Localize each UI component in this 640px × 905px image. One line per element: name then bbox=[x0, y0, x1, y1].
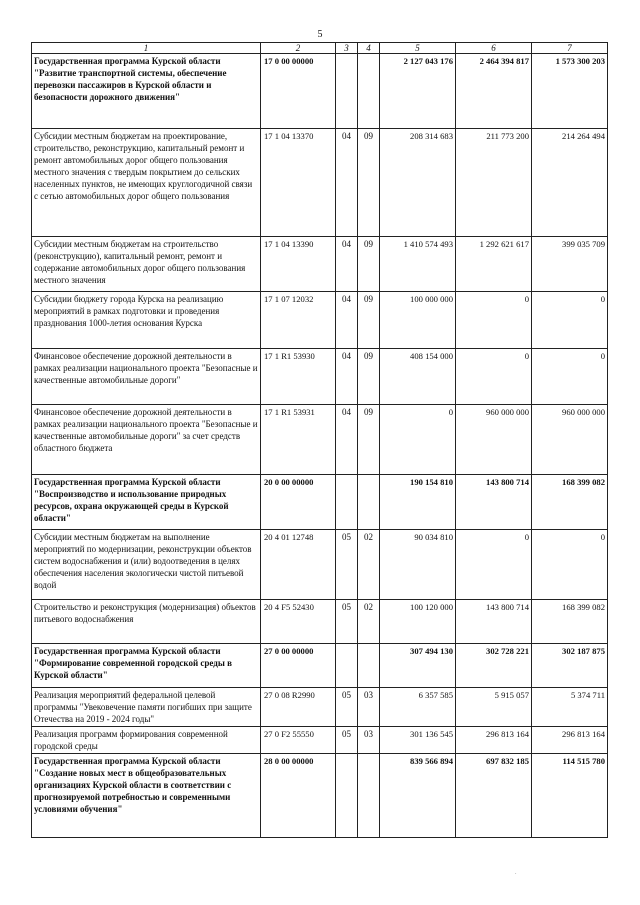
cell-c3: 04 bbox=[336, 292, 358, 349]
cell-v6: 2 464 394 817 bbox=[456, 54, 532, 129]
cell-v6: 960 000 000 bbox=[456, 405, 532, 475]
cell-name: Субсидии местным бюджетам на строительство (реконструкцию), капитальный ремонт, ремонт и содержание автомобильных дорог общего пользования местного значения bbox=[32, 237, 261, 292]
cell-v5: 100 120 000 bbox=[380, 600, 456, 644]
column-header: 3 bbox=[336, 43, 358, 54]
program-row bbox=[32, 54, 608, 129]
cell-c4 bbox=[358, 475, 380, 530]
cell-v7: 214 264 494 bbox=[532, 129, 608, 237]
cell-name: Государственная программа Курской области "Создание новых мест в общеобразовательных организациях Курской области в соответствии с прогнозируемой потребностью и современными условиями обучения" bbox=[32, 753, 261, 837]
cell-c4 bbox=[358, 54, 380, 129]
table-row bbox=[32, 292, 608, 349]
cell-v5: 190 154 810 bbox=[380, 475, 456, 530]
cell-v5: 100 000 000 bbox=[380, 292, 456, 349]
cell-name: Реализация программ формирования современной городской среды bbox=[32, 726, 261, 753]
cell-v6: 211 773 200 bbox=[456, 129, 532, 237]
program-row bbox=[32, 644, 608, 688]
cell-v6: 0 bbox=[456, 530, 532, 600]
cell-v6: 143 800 714 bbox=[456, 600, 532, 644]
cell-v7: 0 bbox=[532, 349, 608, 405]
cell-v5: 6 357 585 bbox=[380, 688, 456, 727]
cell-v5: 301 136 545 bbox=[380, 726, 456, 753]
cell-v5: 839 566 894 bbox=[380, 753, 456, 837]
column-number-row bbox=[32, 43, 608, 54]
cell-v5: 408 154 000 bbox=[380, 349, 456, 405]
cell-code: 27 0 00 00000 bbox=[261, 644, 336, 688]
table-row bbox=[32, 688, 608, 727]
scan-mark: . bbox=[515, 870, 517, 876]
cell-v6: 697 832 185 bbox=[456, 753, 532, 837]
cell-c4: 09 bbox=[358, 129, 380, 237]
cell-v7: 114 515 780 bbox=[532, 753, 608, 837]
cell-v5: 307 494 130 bbox=[380, 644, 456, 688]
cell-c4: 09 bbox=[358, 349, 380, 405]
column-header: 7 bbox=[532, 43, 608, 54]
cell-code: 27 0 F2 55550 bbox=[261, 726, 336, 753]
cell-v7: 399 035 709 bbox=[532, 237, 608, 292]
cell-v7: 960 000 000 bbox=[532, 405, 608, 475]
cell-c3: 04 bbox=[336, 237, 358, 292]
cell-name: Государственная программа Курской области "Развитие транспортной системы, обеспечение перевозки пассажиров в Курской области и безопасности дорожного движения" bbox=[32, 54, 261, 129]
cell-code: 17 1 R1 53930 bbox=[261, 349, 336, 405]
cell-c4: 03 bbox=[358, 688, 380, 727]
budget-table bbox=[31, 42, 608, 838]
cell-v5: 0 bbox=[380, 405, 456, 475]
column-header: 4 bbox=[358, 43, 380, 54]
cell-v7: 0 bbox=[532, 530, 608, 600]
cell-v5: 1 410 574 493 bbox=[380, 237, 456, 292]
table-row bbox=[32, 237, 608, 292]
cell-c4: 02 bbox=[358, 530, 380, 600]
cell-c4 bbox=[358, 753, 380, 837]
cell-v7: 5 374 711 bbox=[532, 688, 608, 727]
cell-v7: 296 813 164 bbox=[532, 726, 608, 753]
cell-v7: 168 399 082 bbox=[532, 475, 608, 530]
cell-code: 20 0 00 00000 bbox=[261, 475, 336, 530]
cell-v6: 143 800 714 bbox=[456, 475, 532, 530]
cell-c3: 04 bbox=[336, 129, 358, 237]
column-header: 1 bbox=[32, 43, 261, 54]
cell-c3 bbox=[336, 54, 358, 129]
cell-c3: 05 bbox=[336, 600, 358, 644]
cell-v7: 302 187 875 bbox=[532, 644, 608, 688]
table-row bbox=[32, 726, 608, 753]
cell-c4: 03 bbox=[358, 726, 380, 753]
table-row bbox=[32, 530, 608, 600]
cell-name: Субсидии бюджету города Курска на реализацию мероприятий в рамках подготовки и проведения празднования 1000-летия основания Курска bbox=[32, 292, 261, 349]
column-header: 5 bbox=[380, 43, 456, 54]
cell-c4 bbox=[358, 644, 380, 688]
cell-code: 17 1 04 13390 bbox=[261, 237, 336, 292]
cell-c3: 05 bbox=[336, 688, 358, 727]
cell-name: Субсидии местным бюджетам на выполнение мероприятий по модернизации, реконструкции объектов систем водоснабжения и (или) водоотведения в целях обеспечения населения экологически чистой питьевой водой bbox=[32, 530, 261, 600]
cell-code: 20 4 01 12748 bbox=[261, 530, 336, 600]
cell-name: Финансовое обеспечение дорожной деятельности в рамках реализации национального проекта "Безопасные и качественные автомобильные дороги" bbox=[32, 349, 261, 405]
cell-code: 17 0 00 00000 bbox=[261, 54, 336, 129]
cell-c3: 05 bbox=[336, 726, 358, 753]
cell-c4: 09 bbox=[358, 405, 380, 475]
program-row bbox=[32, 475, 608, 530]
column-header: 6 bbox=[456, 43, 532, 54]
table-row bbox=[32, 600, 608, 644]
cell-c4: 02 bbox=[358, 600, 380, 644]
cell-v5: 2 127 043 176 bbox=[380, 54, 456, 129]
cell-v6: 0 bbox=[456, 292, 532, 349]
cell-v6: 5 915 057 bbox=[456, 688, 532, 727]
cell-c3 bbox=[336, 475, 358, 530]
cell-c3: 05 bbox=[336, 530, 358, 600]
cell-code: 27 0 08 R2990 bbox=[261, 688, 336, 727]
cell-v7: 168 399 082 bbox=[532, 600, 608, 644]
cell-name: Строительство и реконструкция (модернизация) объектов питьевого водоснабжения bbox=[32, 600, 261, 644]
cell-name: Реализация мероприятий федеральной целевой программы "Увековечение памяти погибших при защите Отечества на 2019 - 2024 годы" bbox=[32, 688, 261, 727]
cell-v5: 208 314 683 bbox=[380, 129, 456, 237]
table-row bbox=[32, 405, 608, 475]
cell-code: 17 1 R1 53931 bbox=[261, 405, 336, 475]
cell-name: Государственная программа Курской области "Воспроизводство и использование природных ресурсов, охрана окружающей среды в Курской области" bbox=[32, 475, 261, 530]
page-number: 5 bbox=[317, 29, 323, 40]
cell-v6: 302 728 221 bbox=[456, 644, 532, 688]
cell-v5: 90 034 810 bbox=[380, 530, 456, 600]
table-row bbox=[32, 129, 608, 237]
cell-c3 bbox=[336, 753, 358, 837]
column-header: 2 bbox=[261, 43, 336, 54]
cell-v6: 1 292 621 617 bbox=[456, 237, 532, 292]
cell-v7: 1 573 300 203 bbox=[532, 54, 608, 129]
cell-name: Финансовое обеспечение дорожной деятельности в рамках реализации национального проекта "Безопасные и качественные автомобильные дороги" за счет средств областного бюджета bbox=[32, 405, 261, 475]
cell-name: Субсидии местным бюджетам на проектирование, строительство, реконструкцию, капитальный ремонт и ремонт автомобильных дорог общего пользования местного значения с твердым покрытием до сельских населенных пунктов, не имеющих круглогодичной связи с сетью автомобильных дорог общего пользования bbox=[32, 129, 261, 237]
cell-c4: 09 bbox=[358, 237, 380, 292]
cell-name: Государственная программа Курской области "Формирование современной городской среды в Курской области" bbox=[32, 644, 261, 688]
table-row bbox=[32, 349, 608, 405]
cell-c3 bbox=[336, 644, 358, 688]
cell-code: 17 1 07 12032 bbox=[261, 292, 336, 349]
cell-code: 28 0 00 00000 bbox=[261, 753, 336, 837]
cell-c4: 09 bbox=[358, 292, 380, 349]
cell-c3: 04 bbox=[336, 349, 358, 405]
cell-code: 20 4 F5 52430 bbox=[261, 600, 336, 644]
cell-code: 17 1 04 13370 bbox=[261, 129, 336, 237]
cell-v7: 0 bbox=[532, 292, 608, 349]
program-row bbox=[32, 753, 608, 837]
cell-v6: 0 bbox=[456, 349, 532, 405]
cell-c3: 04 bbox=[336, 405, 358, 475]
cell-v6: 296 813 164 bbox=[456, 726, 532, 753]
